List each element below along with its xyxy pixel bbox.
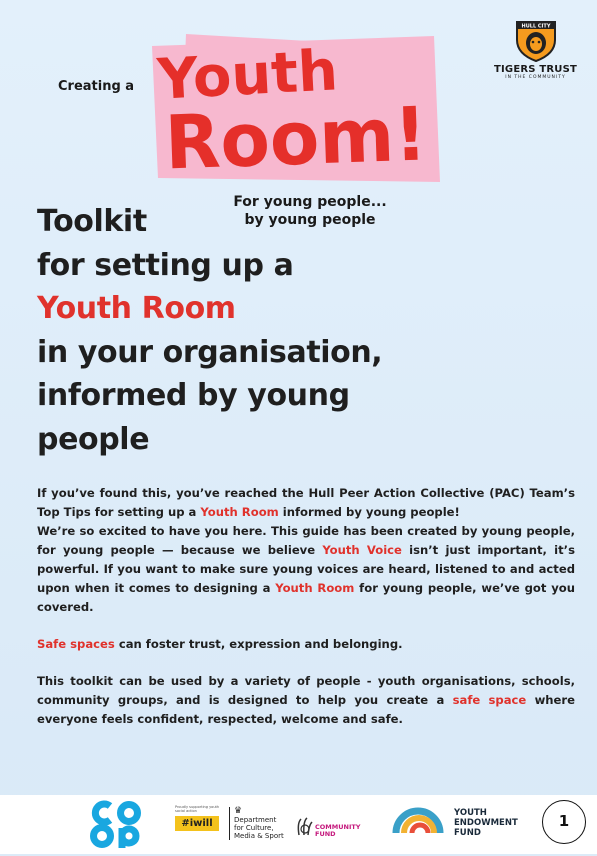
title-line-2: for setting up a — [37, 247, 294, 283]
page-number: 1 — [542, 800, 586, 844]
tigers-trust-name: TIGERS TRUST — [493, 64, 578, 75]
coop-logo — [88, 798, 144, 856]
iwill-small-text: Proudly supporting youth social action — [175, 805, 220, 813]
title-line-3: Youth Room — [37, 291, 236, 326]
community-fund-logo: COMMUNITY FUND — [295, 815, 315, 841]
tagline-line2: by young people — [244, 212, 376, 228]
youth-room-logo — [148, 32, 444, 188]
youth-endowment-fund-logo: YOUTH ENDOWMENT FUND — [390, 805, 450, 841]
footer-logos — [0, 795, 597, 854]
dcms-logo: ♛ Department for Culture, Media & Sport — [229, 807, 290, 840]
title-line-4: in your organisation, — [37, 334, 383, 370]
creating-label: Creating a — [58, 79, 135, 94]
title-line-6: people — [37, 421, 150, 457]
toolkit-usage-paragraph: This toolkit can be used by a variety of people - youth organisations, schools, community groups, and is designed to help you create a safe space where everyone feels confident, respected, welcome and safe. — [37, 674, 576, 726]
title-line-5: informed by young — [37, 378, 350, 413]
badge-text: HULL CITY — [521, 23, 550, 30]
tigers-trust-subtitle: IN THE COMMUNITY — [505, 75, 566, 80]
safe-spaces-paragraph: Safe spaces can foster trust, expression and belonging. — [37, 637, 403, 651]
intro-paragraph-2: We’re so excited to have you here. This guide has been created by young people, for young people — because we believe Youth Voice isn’t just important, it’s powerful. If you want to make sure young voices are heard, listened to and acted upon when it comes to designing a Youth Room for young people, we’ve got you covered. — [37, 524, 575, 614]
tigers-trust-logo — [488, 14, 583, 80]
iwill-logo — [175, 805, 223, 831]
logo-line1: Youth — [155, 38, 340, 113]
page-title — [37, 200, 417, 461]
tagline-line1: For young people... — [233, 194, 387, 210]
tiger-badge-icon — [513, 14, 559, 62]
title-line-1: Toolkit — [37, 204, 147, 239]
intro-paragraph-1: If you’ve found this, you’ve reached the Hull Peer Action Collective (PAC) Team’s Top Tips for setting up a Youth Room informed by young people! — [37, 486, 575, 519]
logo-line2: Room! — [163, 91, 436, 187]
iwill-label: #iwill — [175, 816, 219, 831]
intro-text — [37, 484, 575, 729]
rainbow-arc-icon — [390, 805, 450, 837]
lottery-fingers-icon — [295, 815, 315, 837]
crest-icon: ♛ — [234, 806, 243, 816]
